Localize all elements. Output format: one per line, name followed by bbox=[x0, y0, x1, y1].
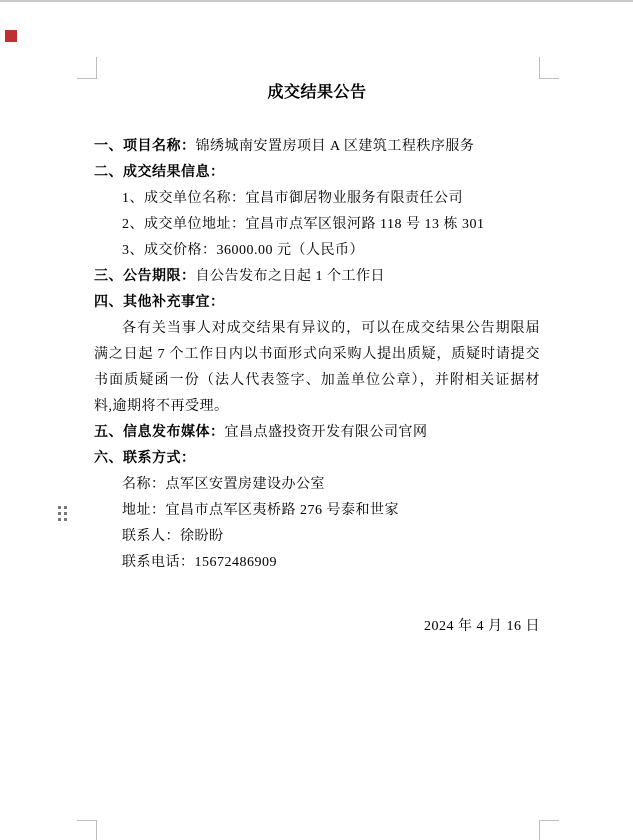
section-contact bbox=[94, 446, 540, 472]
section6-label: 六、联系方式： bbox=[94, 451, 196, 466]
result-item-company-name: 1、成交单位名称：宜昌市御居物业服务有限责任公司 bbox=[122, 191, 463, 206]
section-result-info bbox=[94, 160, 540, 186]
section3-label: 三、公告期限： bbox=[94, 269, 196, 284]
handle-dot bbox=[58, 506, 61, 509]
contact-name-line: 名称：点军区安置房建设办公室 bbox=[122, 477, 325, 492]
section5-text: 宜昌点盛投资开发有限公司官网 bbox=[224, 425, 428, 440]
document-content bbox=[94, 0, 540, 640]
section5-label: 五、信息发布媒体： bbox=[94, 425, 225, 440]
paragraph-drag-handle-icon[interactable] bbox=[58, 506, 67, 521]
section1-text: 锦绣城南安置房项目 A 区建筑工程秩序服务 bbox=[195, 139, 475, 154]
result-item-price: 3、成交价格：36000.00 元（人民币） bbox=[122, 243, 364, 258]
section3-text: 自公告发布之日起 1 个工作日 bbox=[195, 269, 385, 284]
result-item-company-address: 2、成交单位地址：宜昌市点军区银河路 118 号 13 栋 301 bbox=[122, 217, 485, 232]
contact-phone-line: 联系电话：15672486909 bbox=[122, 555, 277, 570]
document-date: 2024 年 4 月 16 日 bbox=[424, 619, 540, 634]
red-marker bbox=[5, 30, 17, 42]
handle-dot bbox=[58, 518, 61, 521]
section1-label: 一、项目名称： bbox=[94, 139, 196, 154]
other-matters-paragraph: 各有关当事人对成交结果有异议的，可以在成交结果公告期限届满之日起 7 个工作日内以书面形式向采购人提出质疑，质疑时请提交书面质疑函一份（法人代表签字、加盖单位公章），并附相关证据材料,逾期将不再受理。 bbox=[94, 321, 540, 414]
handle-dot bbox=[64, 506, 67, 509]
section2-label: 二、成交结果信息： bbox=[94, 165, 225, 180]
section-project-name bbox=[94, 134, 540, 160]
section4-label: 四、其他补充事宜： bbox=[94, 295, 225, 310]
handle-dot bbox=[64, 518, 67, 521]
margin-mark-bottom-left-icon bbox=[77, 820, 97, 840]
margin-mark-bottom-right-icon bbox=[539, 820, 559, 840]
blank-line bbox=[94, 576, 540, 614]
section-announcement-period bbox=[94, 264, 540, 290]
section-publish-media bbox=[94, 420, 540, 446]
document-title: 成交结果公告 bbox=[267, 84, 367, 101]
handle-dot bbox=[58, 512, 61, 515]
blank-line bbox=[94, 106, 540, 134]
contact-address-line: 地址：宜昌市点军区夷桥路 276 号泰和世家 bbox=[122, 503, 399, 518]
margin-mark-top-right-icon bbox=[539, 57, 559, 79]
contact-person-line: 联系人：徐盼盼 bbox=[122, 529, 224, 544]
handle-dot bbox=[64, 512, 67, 515]
section-other-matters bbox=[94, 290, 540, 316]
